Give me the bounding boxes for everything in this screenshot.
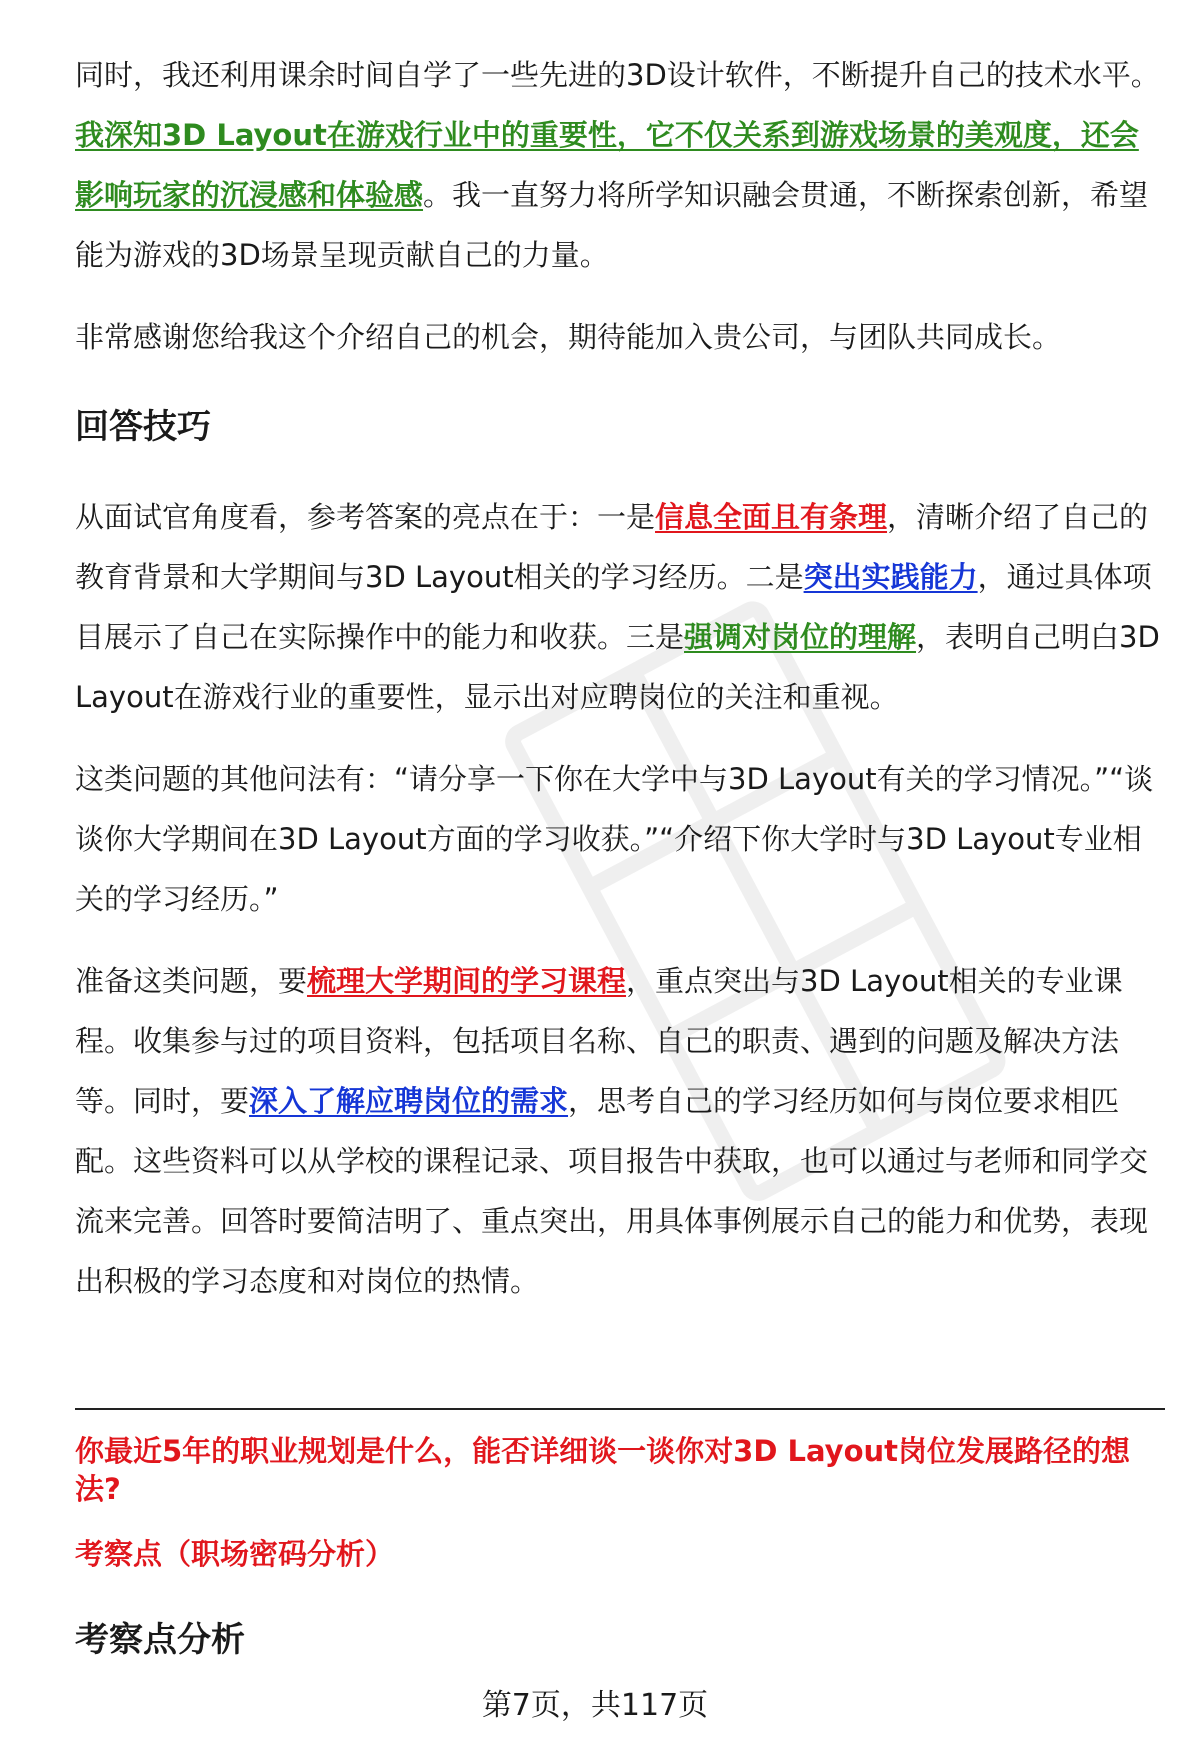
tips-highlight-red: 信息全面且有条理: [655, 500, 888, 534]
tips-p3-highlight-red: 梳理大学期间的学习课程: [307, 964, 627, 998]
tips-p1-text-d: ，表明自己明白3D Layout在游戏行业的重要性，显示出对应聘岗位的关注和重视。: [75, 620, 1160, 714]
tips-paragraph-3: [75, 951, 1165, 1311]
tips-heading: 回答技巧: [75, 407, 211, 447]
tips-highlight-blue: 突出实践能力: [803, 560, 978, 594]
intro-text-a: 同时，我还利用课余时间自学了一些先进的3D设计软件，不断提升自己的技术水平。: [75, 58, 1160, 92]
tips-paragraph-2: 这类问题的其他问法有：“请分享一下你在大学中与3D Layout有关的学习情况。”“谈谈你大学期间在3D Layout方面的学习收获。”“介绍下你大学时与3D Layout专业相关的学习经历。”: [75, 762, 1154, 916]
intro-highlight-green: 我深知3D Layout在游戏行业中的重要性，它不仅关系到游戏场景的美观度，还会影响玩家的沉浸感和体验感: [75, 118, 1139, 212]
tips-p3-highlight-blue: 深入了解应聘岗位的需求: [249, 1084, 569, 1118]
kaocha-label: 考察点（职场密码分析）: [75, 1537, 395, 1571]
next-question: 你最近5年的职业规划是什么，能否详细谈一谈你对3D Layout岗位发展路径的想法?: [75, 1434, 1131, 1506]
tips-p3-text-a: 准备这类问题，要: [75, 964, 308, 998]
page-number: 第7页，共117页: [481, 1688, 709, 1723]
tips-p1-text-a: 从面试官角度看，参考答案的亮点在于：一是: [75, 500, 656, 534]
tips-paragraph-1: [75, 487, 1165, 727]
tips-p1-text-c: ，通过具体项目展示了自己在实际操作中的能力和收获。三是: [75, 560, 1152, 654]
intro-paragraph-1: [75, 45, 1165, 285]
intro-paragraph-2: 非常感谢您给我这个介绍自己的机会，期待能加入贵公司，与团队共同成长。: [75, 320, 1062, 354]
analysis-heading: 考察点分析: [75, 1620, 245, 1660]
tips-p3-text-b: ，重点突出与3D Layout相关的专业课程。收集参与过的项目资料，包括项目名称、自己的职责、遇到的问题及解决方法等。同时，要: [75, 964, 1123, 1118]
main-content: [75, 45, 1165, 1311]
tips-highlight-green: 强调对岗位的理解: [684, 620, 917, 654]
section-divider: [75, 1408, 1165, 1410]
tips-p3-text-c: ，思考自己的学习经历如何与岗位要求相匹配。这些资料可以从学校的课程记录、项目报告中获取，也可以通过与老师和同学交流来完善。回答时要简洁明了、重点突出，用具体事例展示自己的能力和优势，表现出积极的学习态度和对岗位的热情。: [75, 1084, 1149, 1298]
intro-text-b: 。我一直努力将所学知识融会贯通，不断探索创新，希望能为游戏的3D场景呈现贡献自己的力量。: [75, 178, 1149, 272]
tips-p1-text-b: ，清晰介绍了自己的教育背景和大学期间与3D Layout相关的学习经历。二是: [75, 500, 1149, 594]
